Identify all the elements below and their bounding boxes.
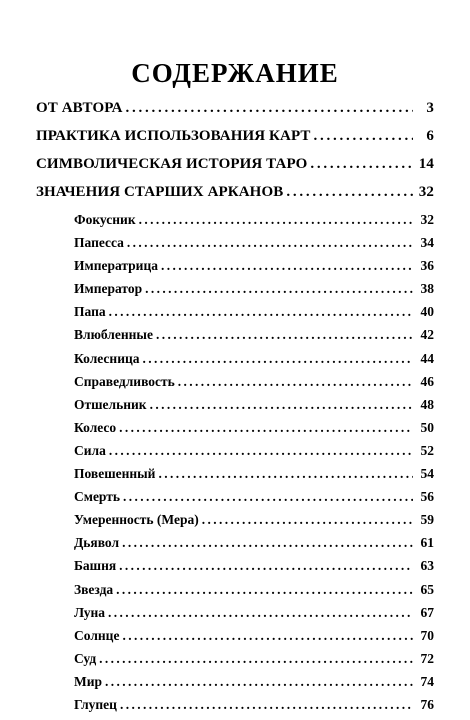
dot-leader [145, 281, 413, 297]
dot-leader [127, 235, 413, 251]
toc-page-number: 38 [420, 281, 434, 297]
dot-leader [108, 605, 413, 621]
toc-subentry[interactable] [36, 397, 434, 420]
toc-page-number: 34 [420, 235, 434, 251]
toc-page-number: 42 [420, 327, 434, 343]
toc-entry-label: Папа [74, 304, 106, 320]
dot-leader [139, 212, 413, 228]
toc-entry-label: Сила [74, 442, 106, 458]
dot-leader [126, 100, 413, 117]
toc-entry-label: СИМВОЛИЧЕСКАЯ ИСТОРИЯ ТАРО [36, 156, 308, 172]
dot-leader [105, 674, 413, 690]
toc-subentry[interactable] [36, 304, 434, 327]
toc-page-number: 59 [420, 512, 434, 528]
toc-entry-label: Фокусник [74, 212, 136, 227]
dot-leader [122, 628, 413, 644]
dot-leader [99, 651, 413, 667]
dot-leader [156, 327, 413, 343]
toc-subentry[interactable] [36, 558, 434, 581]
toc-subentry[interactable] [36, 258, 434, 281]
dot-leader [286, 184, 413, 201]
toc-entry-znacheniya[interactable] [36, 184, 434, 212]
toc-page-number: 50 [420, 419, 434, 435]
dot-leader [116, 582, 413, 598]
page-title: СОДЕРЖАНИЕ [131, 58, 339, 88]
toc-subentry[interactable] [36, 628, 434, 651]
toc-page-number: 46 [420, 373, 434, 389]
toc-entry-label: ЗНАЧЕНИЯ СТАРШИХ АРКАНОВ [36, 184, 284, 200]
toc-page-number: 40 [420, 304, 434, 320]
toc-entry-label: Император [74, 281, 143, 297]
toc-entry-label: Солнце [74, 627, 120, 643]
toc-entry-ot-avtora[interactable] [36, 100, 434, 128]
table-of-contents [36, 100, 434, 720]
dot-leader [119, 558, 413, 574]
dot-leader [122, 535, 413, 551]
toc-subentry[interactable] [36, 651, 434, 674]
toc-entry-label: Мир [74, 673, 103, 689]
dot-leader [109, 443, 413, 459]
toc-entry-label: ОТ АВТОРА [36, 100, 123, 116]
toc-subentry[interactable] [36, 605, 434, 628]
toc-subentry[interactable] [36, 212, 434, 235]
toc-page-number: 44 [420, 350, 434, 366]
dot-leader [202, 512, 413, 528]
toc-entry-label: Справедливость [74, 373, 175, 389]
toc-subentry[interactable] [36, 535, 434, 558]
dot-leader [123, 489, 413, 505]
dot-leader [143, 351, 414, 367]
dot-leader [314, 128, 413, 145]
dot-leader [161, 258, 413, 274]
toc-page-number: 6 [426, 128, 434, 144]
dot-leader [178, 374, 413, 390]
toc-entry-label: ПРАКТИКА ИСПОЛЬЗОВАНИЯ КАРТ [36, 128, 311, 144]
toc-subentry[interactable] [36, 327, 434, 350]
toc-page-number: 32 [418, 184, 434, 200]
toc-page-number: 48 [420, 396, 434, 412]
dot-leader [120, 697, 413, 713]
toc-entry-label: Звезда [74, 581, 114, 597]
toc-entry-label: Башня [74, 558, 117, 574]
toc-page-number: 63 [420, 558, 434, 574]
dot-leader [119, 420, 413, 436]
toc-entry-label: Повешенный [74, 466, 156, 482]
toc-entry-label: Луна [74, 604, 106, 620]
toc-entry-label: Влюбленные [74, 327, 153, 343]
toc-page-number: 54 [420, 466, 434, 482]
toc-subentry[interactable] [36, 489, 434, 512]
toc-subentry[interactable] [36, 235, 434, 258]
toc-page-number: 65 [420, 581, 434, 597]
toc-page-number: 36 [420, 258, 434, 274]
toc-subentry[interactable] [36, 582, 434, 605]
toc-subentry[interactable] [36, 512, 434, 535]
toc-subentry[interactable] [36, 281, 434, 304]
dot-leader [150, 397, 413, 413]
toc-entry-label: Папесса [74, 235, 124, 251]
toc-page-number: 3 [426, 100, 434, 116]
toc-subentry[interactable] [36, 697, 434, 720]
dot-leader [109, 304, 413, 320]
toc-page-number: 52 [420, 442, 434, 458]
toc-entry-label: Смерть [74, 489, 121, 505]
toc-page-number: 72 [420, 650, 434, 666]
toc-entry-label: Императрица [74, 258, 158, 274]
toc-entry-label: Колесо [74, 419, 117, 435]
toc-entry-label: Отшельник [74, 396, 147, 412]
toc-subentry[interactable] [36, 374, 434, 397]
toc-page-number: 74 [420, 673, 434, 689]
toc-subentry[interactable] [36, 443, 434, 466]
toc-page-number: 32 [420, 212, 434, 227]
dot-leader [310, 156, 413, 173]
toc-page-number: 76 [420, 696, 434, 712]
toc-page-number: 61 [420, 535, 434, 551]
toc-entry-label: Глупец [74, 696, 117, 712]
toc-entry-praktika[interactable] [36, 128, 434, 156]
toc-subentry[interactable] [36, 420, 434, 443]
toc-entry-istoriya[interactable] [36, 156, 434, 184]
toc-subentry[interactable] [36, 466, 434, 489]
toc-page-number: 67 [420, 604, 434, 620]
toc-entry-label: Колесница [74, 350, 140, 366]
toc-entry-label: Суд [74, 650, 97, 666]
toc-page-number: 14 [418, 156, 434, 172]
toc-page-number: 70 [420, 627, 434, 643]
toc-entry-label: Умеренность (Мера) [74, 512, 199, 528]
toc-subentry[interactable] [36, 351, 434, 374]
dot-leader [158, 466, 413, 482]
toc-page-number: 56 [420, 489, 434, 505]
toc-entry-label: Дьявол [74, 535, 120, 551]
toc-subentry[interactable] [36, 674, 434, 697]
